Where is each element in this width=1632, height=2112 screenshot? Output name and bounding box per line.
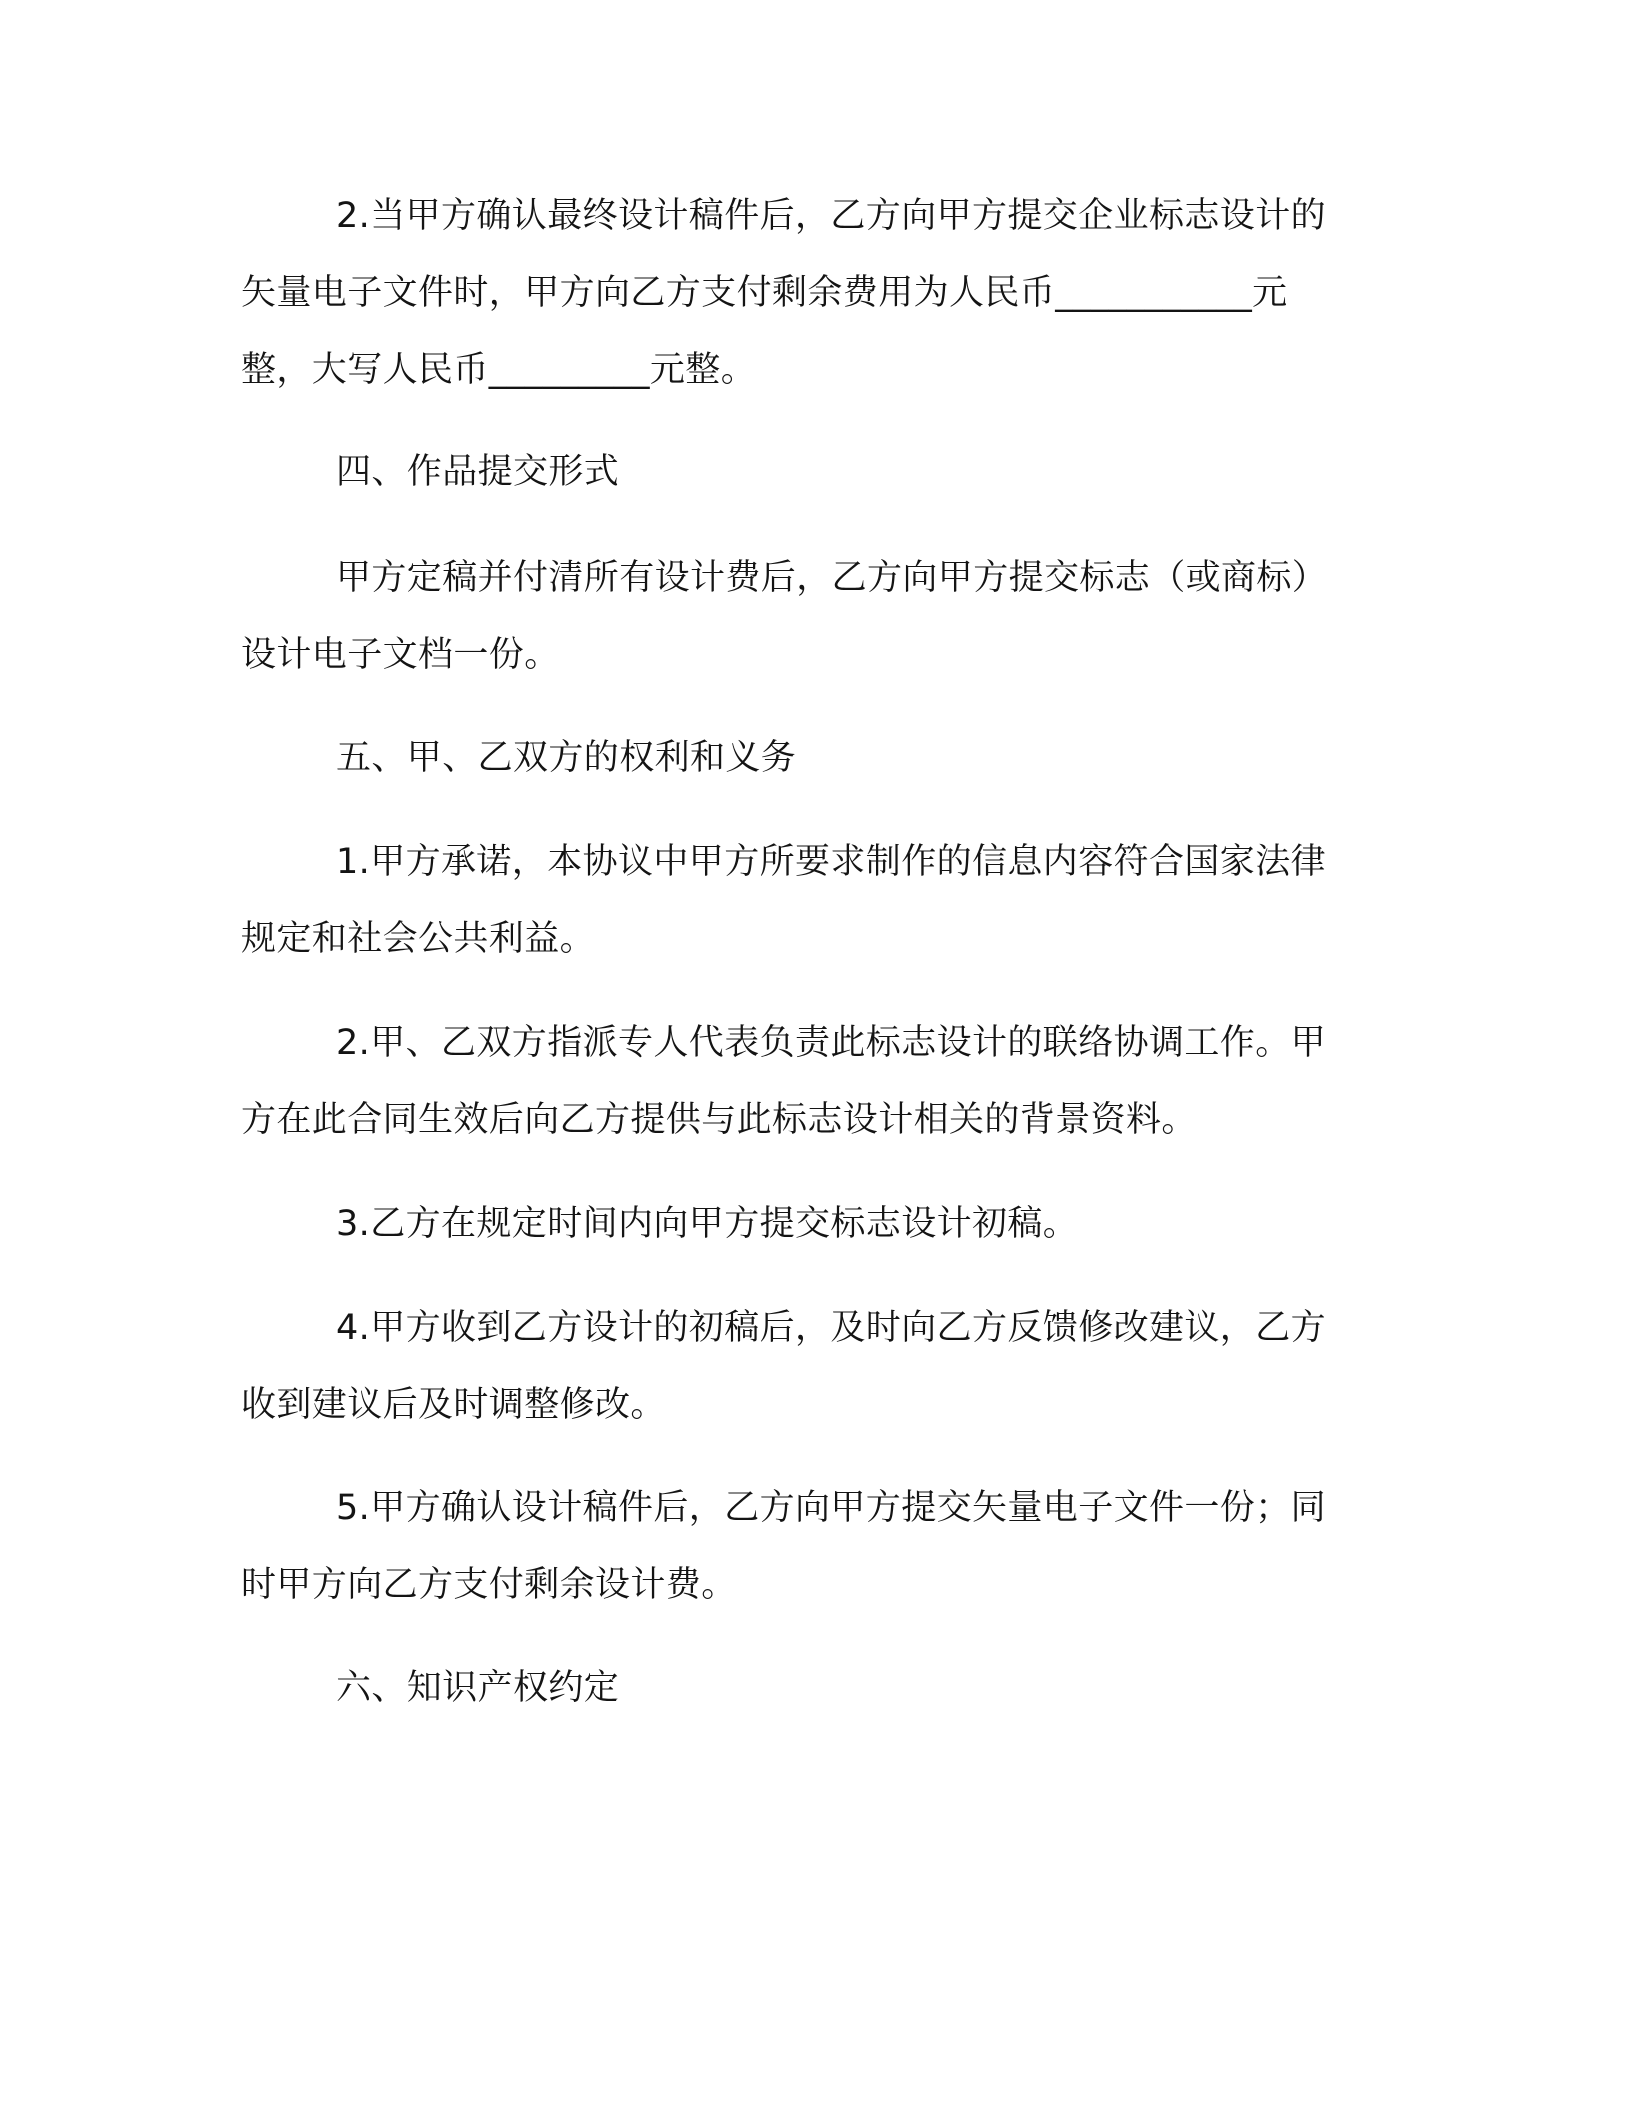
- section-6-heading: [241, 1650, 1381, 1727]
- section-5-heading: [241, 720, 1381, 797]
- text-line: 规定和社会公共利益。: [241, 919, 596, 959]
- text-line: 4.甲方收到乙方设计的初稿后，及时向乙方反馈修改建议，乙方: [336, 1308, 1326, 1348]
- text-line: 3.乙方在规定时间内向甲方提交标志设计初稿。: [336, 1204, 1079, 1244]
- section-5-item-3: [241, 1186, 1381, 1263]
- text-line: 1.甲方承诺，本协议中甲方所要求制作的信息内容符合国家法律: [336, 842, 1326, 882]
- text-line: 整，大写人民币_________元整。: [241, 350, 757, 390]
- section-heading: 四、作品提交形式: [336, 452, 620, 492]
- section-4-heading: [241, 434, 1381, 511]
- text-line: 设计电子文档一份。: [241, 635, 560, 675]
- section-heading: 六、知识产权约定: [336, 1668, 620, 1708]
- text-line: 2.当甲方确认最终设计稿件后，乙方向甲方提交企业标志设计的: [336, 196, 1326, 236]
- section-5-item-2: [241, 1005, 1381, 1159]
- text-line: 5.甲方确认设计稿件后，乙方向甲方提交矢量电子文件一份；同: [336, 1488, 1326, 1528]
- text-line: 时甲方向乙方支付剩余设计费。: [241, 1565, 737, 1605]
- text-line: 方在此合同生效后向乙方提供与此标志设计相关的背景资料。: [241, 1100, 1197, 1140]
- text-line: 收到建议后及时调整修改。: [241, 1385, 666, 1425]
- text-line: 2.甲、乙双方指派专人代表负责此标志设计的联络协调工作。甲: [336, 1023, 1326, 1063]
- section-5-item-4: [241, 1290, 1381, 1444]
- section-4-body: [241, 540, 1381, 694]
- clause-3-item-2: [241, 178, 1381, 409]
- section-5-item-5: [241, 1470, 1381, 1624]
- text-line: 矢量电子文件时，甲方向乙方支付剩余费用为人民币___________元: [241, 273, 1288, 313]
- section-5-item-1: [241, 824, 1381, 978]
- text-line: 甲方定稿并付清所有设计费后，乙方向甲方提交标志（或商标）: [336, 558, 1328, 598]
- section-heading: 五、甲、乙双方的权利和义务: [336, 738, 797, 778]
